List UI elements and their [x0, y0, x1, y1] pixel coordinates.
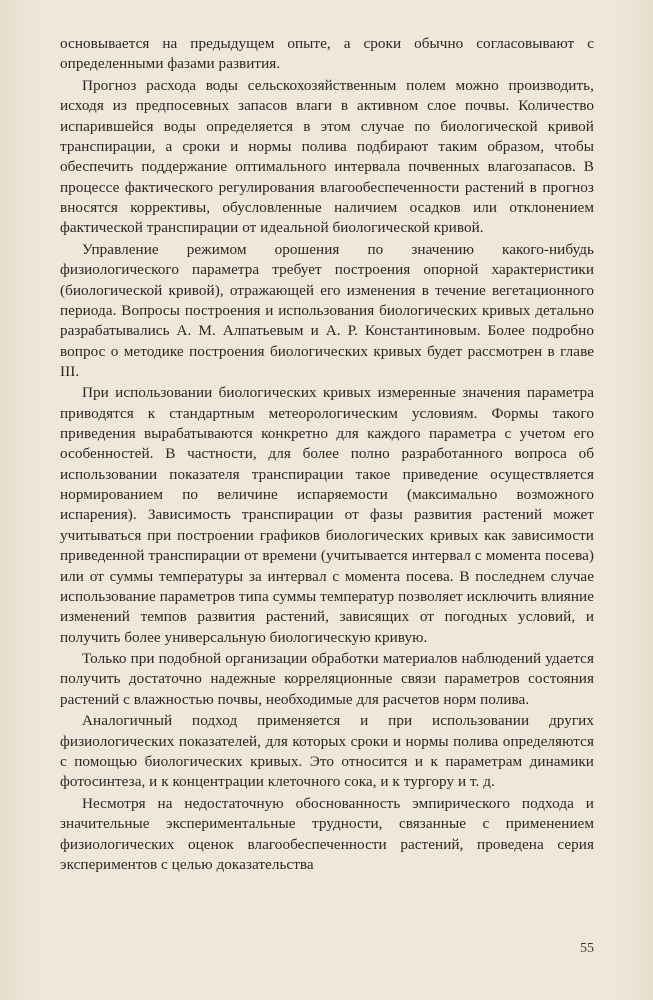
- paragraph-biological-curves-use: При использовании биологических кривых измеренные значения параметра приводятся к стандартным метеорологическим условиям. Формы такого приведения вырабатываются конкретно для каждого параметра с учетом его особенностей. В частности, для более полно разработанного вопроса об использовании показателя транспирации такое приведение осуществляется нормированием по величине испаряемости (максимально возможного испарения). Зависимость транспирации от фазы развития растений может учитываться при построении графиков биологических кривых как зависимости приведенной транспирации от времени (учитывается интервал с момента посева) или от суммы температуры за интервал с момента посева. В последнем случае использование параметров типа суммы температур позволяет исключить влияние изменений темпов развития растений, зависящих от погодных условий, и получить более универсальную биологическую кривую.: [60, 384, 594, 646]
- paragraph-water-consumption-forecast: Прогноз расхода воды сельскохозяйственным полем можно производить, исходя из предпосевных запасов влаги в активном слое почвы. Количество испарившейся воды определяется в этом случае по биологической кривой транспирации, а сроки и нормы полива подбирают таким образом, чтобы обеспечить поддержание оптимального интервала почвенных влагозапасов. В процессе фактического регулирования влагообеспеченности растений в прогноз вносятся коррективы, обусловленные наличием осадков или отклонением фактической транспирации от идеальной биологической кривой.: [60, 76, 594, 237]
- paragraph-irrigation-control: Управление режимом орошения по значению какого-нибудь физиологического параметра требует построения опорной характеристики (биологической кривой), отражающей его изменения в течение вегетационного периода. Вопросы построения и использования биологических кривых детально разрабатывались А. М. Алпатьевым и А. Р. Константиновым. Более подробно вопрос о методике построения биологических кривых будет рассмотрен в главе III.: [60, 240, 594, 380]
- body-text: [60, 34, 594, 876]
- paragraph-experiments: Несмотря на недостаточную обоснованность эмпирического подхода и значительные экспериментальные трудности, связанные с применением физиологических оценок влагообеспеченности растений, проведена серия экспериментов с целью доказательства: [60, 794, 594, 873]
- paragraph-similar-approach: Аналогичный подход применяется и при использовании других физиологических показателей, для которых сроки и нормы полива определяются с помощью биологических кривых. Это относится и к параметрам динамики фотосинтеза, и к концентрации клеточного сока, и к тургору и т. д.: [60, 712, 594, 791]
- paragraph-continued: основывается на предыдущем опыте, а сроки обычно согласовывают с определенными фазами развития.: [60, 35, 594, 73]
- page-number: 55: [580, 941, 594, 956]
- paragraph-correlation-links: Только при подобной организации обработки материалов наблюдений удается получить достаточно надежные корреляционные связи параметров состояния растений с влажностью почвы, необходимые для расчетов норм полива.: [60, 650, 594, 708]
